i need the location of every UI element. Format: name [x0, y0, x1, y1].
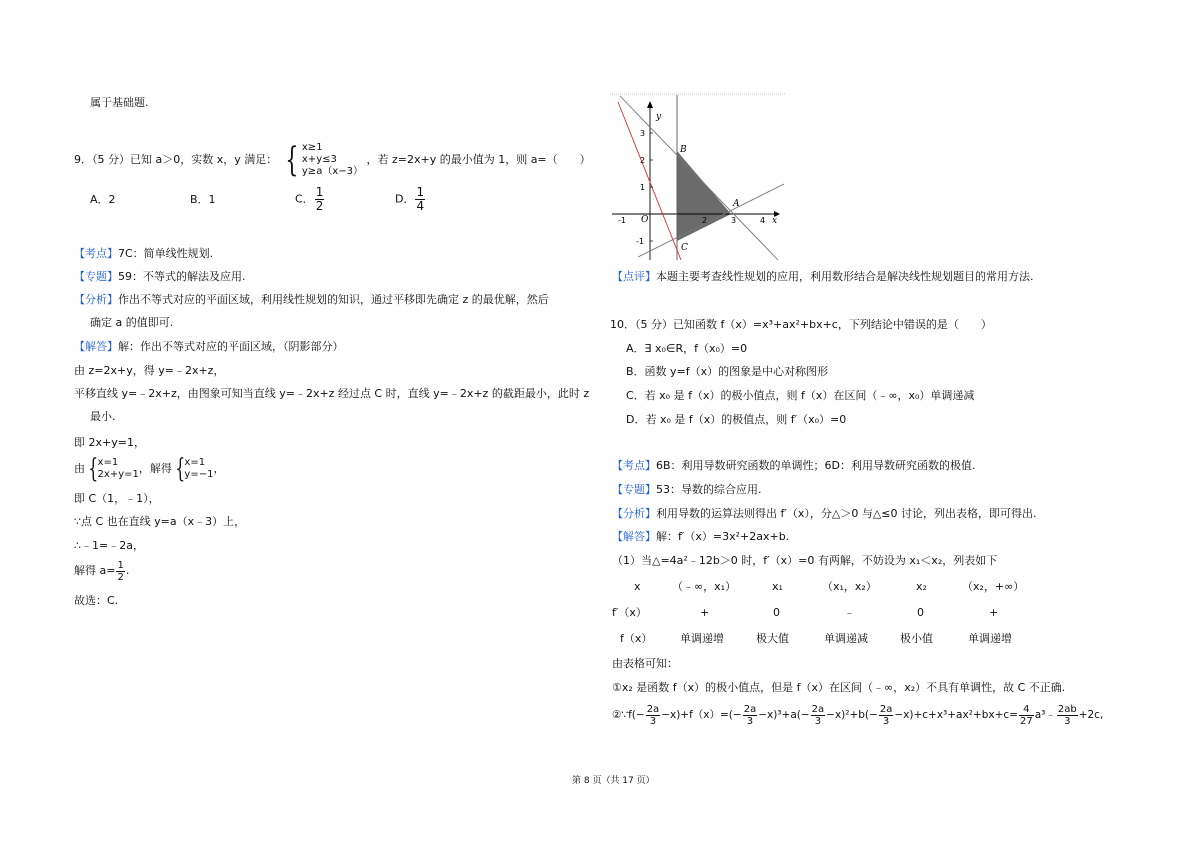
question-10-stem: 10．（5 分）已知函数 f（x）=x³+ax²+bx+c，下列结论中错误的是（ ） — [610, 318, 992, 331]
table-cell: 单调递增 — [968, 632, 1012, 645]
option-d-label: D． — [395, 192, 415, 206]
kaodian-text: 6B：利用导数研究函数的单调性；6D：利用导数研究函数的极值. — [656, 459, 976, 472]
solution-text: a³﹣ — [1034, 709, 1056, 721]
dianping-text: 本题主要考查线性规划的应用，利用数形结合是解决线性规划题目的常用方法. — [656, 270, 1034, 283]
table-cell: （﹣∞，x₁） — [672, 580, 737, 593]
table-cell: f（x） — [620, 632, 653, 645]
tick-label: 4 — [760, 216, 766, 225]
solution-line: ∴﹣1=﹣2a， — [74, 539, 144, 552]
question-9-stem: 9．（5 分）已知 a＞0，实数 x，y 满足： — [74, 153, 278, 166]
table-cell: 极小值 — [900, 632, 933, 645]
table-cell: + — [989, 606, 999, 619]
fraction-numerator: 2a — [743, 703, 757, 715]
fenxi-tag: 【分析】 — [74, 293, 118, 306]
table-cell: + — [700, 606, 710, 619]
tick-label: 3 — [731, 216, 737, 225]
linear-programming-graph — [608, 92, 788, 262]
option-b: B．1 — [190, 193, 216, 206]
solve-system-line — [74, 452, 224, 486]
solution-text: f(− — [628, 709, 645, 721]
shaded-region — [677, 151, 731, 241]
solution-text: −x)+f（x）=(− — [661, 709, 742, 721]
brace-symbol: { — [285, 140, 299, 180]
solution-line — [74, 557, 129, 585]
fraction-denominator: 3 — [649, 715, 657, 727]
zhuanti-text: 59：不等式的解法及应用. — [118, 270, 246, 283]
equation-system — [184, 457, 213, 481]
fraction-denominator: 3 — [814, 715, 822, 727]
table-cell: 单调递增 — [680, 632, 724, 645]
fraction-denominator: 4 — [416, 199, 425, 213]
origin-label: O — [641, 215, 649, 225]
solution-line: ∵点 C 也在直线 y=a（x﹣3）上， — [74, 515, 246, 528]
y-axis-arrow-icon — [647, 101, 653, 108]
page-footer: 第 8 页（共 17 页） — [572, 776, 655, 786]
fenxi-text: 作出不等式对应的平面区域，利用线性规划的知识，通过平移即先确定 z 的最优解，然后 — [118, 293, 549, 306]
fraction-denominator: 3 — [882, 715, 890, 727]
solution-text: ②∵ — [612, 709, 629, 721]
jieda-line — [74, 340, 344, 354]
solution-text: ，解得 — [138, 462, 172, 475]
fraction-numerator: 1 — [416, 185, 425, 199]
y-axis-label: y — [656, 112, 662, 122]
jieda-text: 解：作出不等式对应的平面区域，（阴影部分） — [118, 340, 344, 353]
fraction-numerator: 2a — [879, 703, 893, 715]
equation: x=1 — [184, 457, 206, 468]
fraction-denominator: 3 — [746, 715, 754, 727]
tick-label: 1 — [640, 183, 646, 192]
jieda-line — [612, 530, 789, 544]
kaodian-text: 7C：简单线性规划. — [118, 247, 214, 260]
x-axis-label: x — [772, 216, 778, 226]
question-9-stem-end: ，若 z=2x+y 的最小值为 1，则 a=（ ） — [366, 153, 591, 166]
solution-text: −x)+c+x³+ax²+bx+c= — [894, 709, 1018, 721]
zhuanti-text: 53：导数的综合应用. — [656, 483, 762, 496]
table-cell: ﹣ — [844, 606, 855, 619]
dianping-tag: 【点评】 — [612, 270, 656, 283]
solution-text: +2c, — [1078, 709, 1104, 721]
table-cell: x₁ — [772, 580, 783, 593]
fenxi-line-2: 确定 a 的值即可. — [90, 316, 174, 329]
point-a-label: A — [733, 199, 740, 209]
fraction-numerator: 4 — [1019, 704, 1034, 716]
kaodian-tag: 【考点】 — [74, 247, 118, 260]
table-cell: 单调递减 — [824, 632, 868, 645]
conclusion-1: ①x₂ 是函数 f（x）的极小值点，但是 f（x）在区间（﹣∞，x₂）不具有单调性，故 C 不正确. — [612, 681, 1066, 694]
zhuanti-tag: 【专题】 — [612, 483, 656, 496]
question-9 — [74, 138, 591, 182]
solution-text: 解得 a= — [74, 564, 116, 577]
solution-line: 即 2x+y=1， — [74, 436, 145, 449]
solution-line: 即 C（1，﹣1）， — [74, 492, 160, 505]
solution-line: 最小. — [90, 410, 116, 423]
solution-text: ， — [213, 462, 225, 475]
table-cell: x₂ — [916, 580, 927, 593]
brace-symbol: { — [88, 454, 99, 484]
line-x-plus-y-3 — [620, 96, 778, 260]
table-cell: x — [634, 580, 641, 593]
fraction-numerator: 2ab — [1057, 703, 1077, 715]
fenxi-line — [74, 293, 549, 307]
option-a: A．∃ x₀∈R，f（x₀）=0 — [626, 342, 748, 355]
case-1-line: （1）当△=4a²﹣12b＞0 时，f′（x）=0 有两解，不妨设为 x₁＜x₂，列表如下 — [612, 554, 998, 567]
option-b: B．函数 y=f（x）的图象是中心对称图形 — [626, 365, 829, 378]
option-d: D．若 x₀ 是 f（x）的极值点，则 f′（x₀）=0 — [626, 413, 847, 426]
constraint-system — [302, 142, 363, 178]
point-c-label: C — [681, 243, 688, 253]
fraction-denominator: 3 — [1064, 715, 1071, 727]
equation: 2x+y=1 — [97, 469, 139, 480]
kaodian-line — [612, 459, 976, 473]
fraction-numerator: 2a — [646, 703, 660, 715]
fraction-numerator: 2a — [811, 703, 825, 715]
equation: y=−1 — [184, 469, 214, 480]
solution-line: 由表格可知： — [612, 657, 678, 670]
fenxi-line — [612, 507, 1037, 521]
tick-label: 3 — [640, 129, 646, 138]
brace-symbol: { — [175, 454, 186, 484]
equation: x=1 — [97, 457, 119, 468]
text-line: 属于基础题. — [90, 96, 149, 109]
fenxi-tag: 【分析】 — [612, 507, 656, 520]
point-b-label: B — [680, 145, 687, 155]
table-cell: 0 — [917, 606, 924, 619]
constraint-2: x+y≤3 — [301, 154, 337, 165]
answer-line: 故选：C. — [74, 594, 119, 607]
table-cell: （x₂，+∞） — [962, 580, 1025, 593]
equation-system — [98, 457, 139, 481]
zhuanti-line — [612, 483, 762, 497]
kaodian-line — [74, 247, 213, 261]
zhuanti-line — [74, 270, 246, 284]
solution-line: 平移直线 y=﹣2x+z，由图象可知当直线 y=﹣2x+z 经过点 C 时，直线 y=﹣2x+z 的截距最小，此时 z — [74, 387, 590, 400]
zhuanti-tag: 【专题】 — [74, 270, 118, 283]
option-d — [395, 186, 426, 213]
objective-line — [618, 102, 681, 260]
tick-label: -1 — [636, 237, 644, 246]
kaodian-tag: 【考点】 — [612, 459, 656, 472]
tick-label: -1 — [618, 216, 626, 225]
constraint-1: x≥1 — [301, 142, 323, 153]
conclusion-2 — [612, 700, 1103, 730]
fraction-denominator: 2 — [117, 571, 124, 583]
table-cell: 0 — [773, 606, 780, 619]
solution-text: −x)³+a(− — [758, 709, 810, 721]
jieda-tag: 【解答】 — [612, 530, 656, 543]
solution-text: 由 — [74, 462, 85, 475]
table-cell: （x₁，x₂） — [822, 580, 877, 593]
fenxi-text: 利用导数的运算法则得出 f′（x），分△＞0 与△≤0 讨论，列出表格，即可得出. — [656, 507, 1037, 520]
fraction-denominator: 2 — [315, 199, 324, 213]
fraction-numerator: 1 — [315, 185, 324, 199]
constraint-3: y≥a（x−3） — [301, 166, 363, 177]
option-a: A．2 — [90, 193, 116, 206]
option-c — [295, 186, 325, 213]
table-cell: 极大值 — [756, 632, 789, 645]
option-c-label: C． — [295, 192, 314, 206]
table-cell: f′（x） — [612, 606, 647, 619]
solution-text: −x)²+b(− — [826, 709, 878, 721]
dianping-line — [612, 270, 1034, 284]
tick-label: 2 — [702, 216, 708, 225]
fraction-denominator: 27 — [1019, 715, 1033, 727]
solution-line: 由 z=2x+y，得 y=﹣2x+z， — [74, 364, 225, 377]
jieda-text: 解：f′（x）=3x²+2ax+b. — [656, 530, 790, 543]
option-c: C．若 x₀ 是 f（x）的极小值点，则 f（x）在区间（﹣∞，x₀）单调递减 — [626, 389, 975, 402]
fraction-numerator: 1 — [117, 559, 124, 571]
solution-text: . — [125, 564, 130, 577]
tick-label: 2 — [640, 156, 646, 165]
jieda-tag: 【解答】 — [74, 340, 118, 353]
